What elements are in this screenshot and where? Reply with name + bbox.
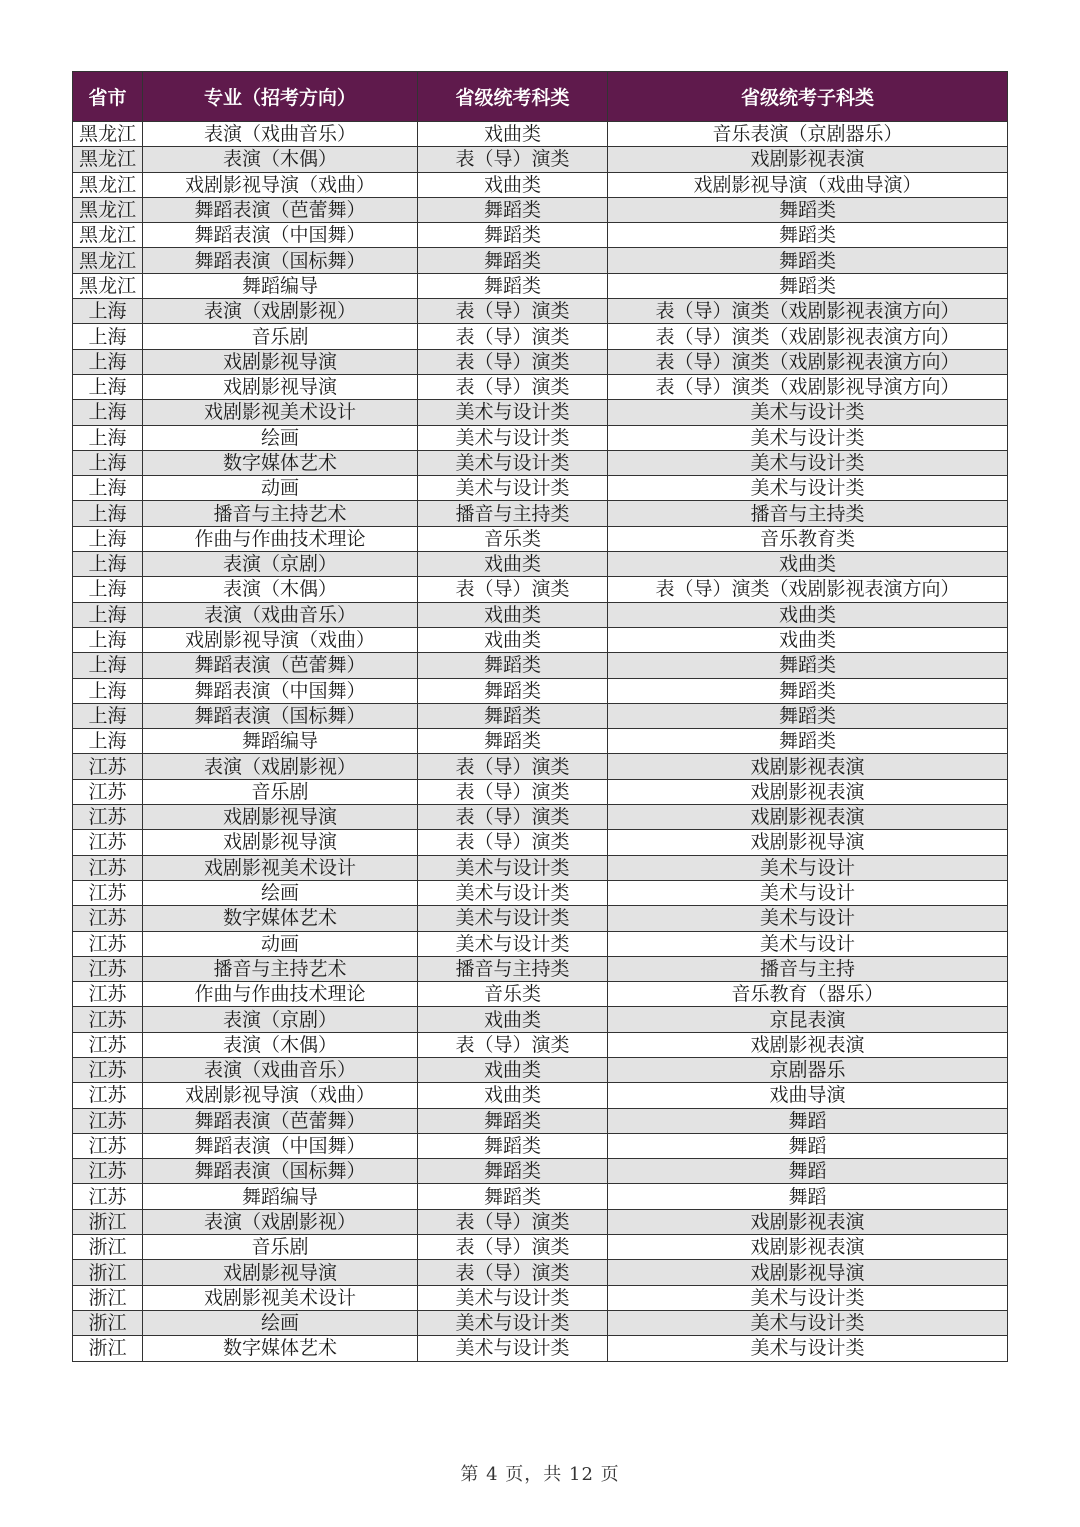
cell-major: 舞蹈表演（国标舞） xyxy=(143,703,418,728)
cell-province: 江苏 xyxy=(73,1133,143,1158)
cell-subcategory: 戏剧影视导演 xyxy=(608,830,1008,855)
cell-category: 音乐类 xyxy=(418,526,608,551)
cell-major: 戏剧影视导演（戏曲） xyxy=(143,172,418,197)
cell-major: 音乐剧 xyxy=(143,324,418,349)
cell-category: 美术与设计类 xyxy=(418,880,608,905)
cell-subcategory: 美术与设计 xyxy=(608,931,1008,956)
table-row xyxy=(73,1310,1008,1335)
header-category: 省级统考科类 xyxy=(418,72,608,122)
cell-major: 作曲与作曲技术理论 xyxy=(143,982,418,1007)
cell-province: 上海 xyxy=(73,729,143,754)
cell-major: 戏剧影视美术设计 xyxy=(143,400,418,425)
cell-category: 舞蹈类 xyxy=(418,197,608,222)
cell-province: 黑龙江 xyxy=(73,273,143,298)
cell-province: 江苏 xyxy=(73,982,143,1007)
cell-province: 江苏 xyxy=(73,805,143,830)
table-row xyxy=(73,476,1008,501)
cell-province: 浙江 xyxy=(73,1336,143,1361)
cell-major: 舞蹈表演（中国舞） xyxy=(143,1133,418,1158)
enrollment-table xyxy=(72,71,1008,1362)
table-row xyxy=(73,299,1008,324)
cell-province: 江苏 xyxy=(73,956,143,981)
table-row xyxy=(73,729,1008,754)
cell-province: 浙江 xyxy=(73,1235,143,1260)
table-row xyxy=(73,1032,1008,1057)
cell-category: 表（导）演类 xyxy=(418,754,608,779)
cell-category: 播音与主持类 xyxy=(418,956,608,981)
table-header xyxy=(73,72,1008,122)
table-row xyxy=(73,982,1008,1007)
cell-major: 表演（京剧） xyxy=(143,552,418,577)
cell-province: 上海 xyxy=(73,678,143,703)
cell-major: 音乐剧 xyxy=(143,1235,418,1260)
cell-province: 浙江 xyxy=(73,1310,143,1335)
cell-category: 舞蹈类 xyxy=(418,273,608,298)
cell-province: 上海 xyxy=(73,425,143,450)
cell-subcategory: 戏剧影视表演 xyxy=(608,1235,1008,1260)
cell-province: 江苏 xyxy=(73,855,143,880)
cell-province: 黑龙江 xyxy=(73,223,143,248)
cell-category: 戏曲类 xyxy=(418,602,608,627)
cell-category: 表（导）演类 xyxy=(418,779,608,804)
cell-province: 黑龙江 xyxy=(73,197,143,222)
cell-major: 绘画 xyxy=(143,425,418,450)
cell-category: 美术与设计类 xyxy=(418,906,608,931)
table-row xyxy=(73,678,1008,703)
cell-province: 上海 xyxy=(73,627,143,652)
cell-province: 江苏 xyxy=(73,1159,143,1184)
cell-category: 音乐类 xyxy=(418,982,608,1007)
cell-major: 作曲与作曲技术理论 xyxy=(143,526,418,551)
cell-subcategory: 音乐教育（器乐） xyxy=(608,982,1008,1007)
cell-subcategory: 戏剧影视导演（戏曲导演） xyxy=(608,172,1008,197)
table-row xyxy=(73,880,1008,905)
cell-province: 上海 xyxy=(73,602,143,627)
cell-subcategory: 舞蹈类 xyxy=(608,223,1008,248)
cell-category: 美术与设计类 xyxy=(418,1336,608,1361)
cell-subcategory: 戏剧影视表演 xyxy=(608,147,1008,172)
cell-major: 音乐剧 xyxy=(143,779,418,804)
cell-major: 动画 xyxy=(143,476,418,501)
cell-province: 江苏 xyxy=(73,830,143,855)
cell-province: 上海 xyxy=(73,703,143,728)
cell-province: 江苏 xyxy=(73,931,143,956)
cell-province: 江苏 xyxy=(73,1083,143,1108)
cell-subcategory: 美术与设计类 xyxy=(608,425,1008,450)
cell-category: 舞蹈类 xyxy=(418,729,608,754)
cell-province: 江苏 xyxy=(73,754,143,779)
cell-category: 舞蹈类 xyxy=(418,1159,608,1184)
cell-major: 数字媒体艺术 xyxy=(143,1336,418,1361)
table-row xyxy=(73,855,1008,880)
cell-subcategory: 戏曲类 xyxy=(608,627,1008,652)
cell-category: 戏曲类 xyxy=(418,627,608,652)
cell-province: 上海 xyxy=(73,349,143,374)
table-row xyxy=(73,248,1008,273)
cell-subcategory: 表（导）演类（戏剧影视导演方向） xyxy=(608,374,1008,399)
cell-major: 播音与主持艺术 xyxy=(143,501,418,526)
cell-subcategory: 舞蹈类 xyxy=(608,678,1008,703)
table-row xyxy=(73,577,1008,602)
cell-category: 戏曲类 xyxy=(418,1007,608,1032)
cell-category: 舞蹈类 xyxy=(418,703,608,728)
table-row xyxy=(73,906,1008,931)
cell-major: 表演（木偶） xyxy=(143,1032,418,1057)
cell-major: 舞蹈表演（芭蕾舞） xyxy=(143,653,418,678)
cell-category: 戏曲类 xyxy=(418,1083,608,1108)
cell-major: 表演（戏曲音乐） xyxy=(143,1057,418,1082)
cell-category: 戏曲类 xyxy=(418,1057,608,1082)
cell-category: 表（导）演类 xyxy=(418,374,608,399)
cell-category: 戏曲类 xyxy=(418,552,608,577)
cell-major: 舞蹈编导 xyxy=(143,729,418,754)
cell-category: 表（导）演类 xyxy=(418,147,608,172)
cell-major: 戏剧影视导演（戏曲） xyxy=(143,627,418,652)
cell-province: 浙江 xyxy=(73,1209,143,1234)
cell-category: 美术与设计类 xyxy=(418,425,608,450)
cell-subcategory: 表（导）演类（戏剧影视表演方向） xyxy=(608,577,1008,602)
cell-subcategory: 舞蹈类 xyxy=(608,197,1008,222)
cell-province: 上海 xyxy=(73,552,143,577)
cell-subcategory: 戏曲类 xyxy=(608,552,1008,577)
cell-subcategory: 戏剧影视表演 xyxy=(608,779,1008,804)
cell-subcategory: 美术与设计类 xyxy=(608,450,1008,475)
cell-subcategory: 音乐教育类 xyxy=(608,526,1008,551)
table-row xyxy=(73,1057,1008,1082)
cell-category: 表（导）演类 xyxy=(418,1032,608,1057)
cell-major: 舞蹈表演（国标舞） xyxy=(143,248,418,273)
cell-province: 浙江 xyxy=(73,1285,143,1310)
cell-category: 美术与设计类 xyxy=(418,450,608,475)
cell-major: 表演（木偶） xyxy=(143,147,418,172)
cell-subcategory: 美术与设计类 xyxy=(608,1285,1008,1310)
table-row xyxy=(73,1209,1008,1234)
table-row xyxy=(73,653,1008,678)
cell-major: 戏剧影视导演 xyxy=(143,374,418,399)
table-row xyxy=(73,349,1008,374)
cell-subcategory: 美术与设计 xyxy=(608,880,1008,905)
cell-province: 黑龙江 xyxy=(73,147,143,172)
cell-subcategory: 京剧器乐 xyxy=(608,1057,1008,1082)
table-row xyxy=(73,602,1008,627)
cell-province: 上海 xyxy=(73,476,143,501)
cell-major: 表演（戏剧影视） xyxy=(143,1209,418,1234)
cell-category: 表（导）演类 xyxy=(418,805,608,830)
table-row xyxy=(73,374,1008,399)
table-row xyxy=(73,223,1008,248)
cell-major: 戏剧影视美术设计 xyxy=(143,1285,418,1310)
table-row xyxy=(73,1108,1008,1133)
cell-major: 戏剧影视导演 xyxy=(143,349,418,374)
header-province: 省市 xyxy=(73,72,143,122)
cell-major: 戏剧影视导演 xyxy=(143,1260,418,1285)
cell-major: 表演（木偶） xyxy=(143,577,418,602)
table-row xyxy=(73,627,1008,652)
cell-major: 戏剧影视导演 xyxy=(143,805,418,830)
cell-province: 江苏 xyxy=(73,906,143,931)
cell-subcategory: 播音与主持 xyxy=(608,956,1008,981)
cell-category: 表（导）演类 xyxy=(418,1260,608,1285)
cell-major: 表演（戏剧影视） xyxy=(143,299,418,324)
cell-subcategory: 音乐表演（京剧器乐） xyxy=(608,122,1008,147)
cell-subcategory: 美术与设计 xyxy=(608,855,1008,880)
cell-category: 舞蹈类 xyxy=(418,1184,608,1209)
cell-major: 舞蹈表演（芭蕾舞） xyxy=(143,197,418,222)
table-row xyxy=(73,1184,1008,1209)
cell-province: 上海 xyxy=(73,501,143,526)
cell-province: 江苏 xyxy=(73,880,143,905)
cell-subcategory: 美术与设计类 xyxy=(608,1336,1008,1361)
table-row xyxy=(73,197,1008,222)
cell-major: 舞蹈表演（中国舞） xyxy=(143,223,418,248)
cell-province: 浙江 xyxy=(73,1260,143,1285)
cell-subcategory: 舞蹈类 xyxy=(608,703,1008,728)
table-row xyxy=(73,400,1008,425)
cell-major: 舞蹈编导 xyxy=(143,273,418,298)
cell-major: 播音与主持艺术 xyxy=(143,956,418,981)
table-row xyxy=(73,450,1008,475)
cell-province: 上海 xyxy=(73,653,143,678)
table-row xyxy=(73,1285,1008,1310)
cell-major: 戏剧影视美术设计 xyxy=(143,855,418,880)
cell-major: 戏剧影视导演 xyxy=(143,830,418,855)
cell-category: 舞蹈类 xyxy=(418,678,608,703)
cell-province: 上海 xyxy=(73,299,143,324)
cell-subcategory: 表（导）演类（戏剧影视表演方向） xyxy=(608,299,1008,324)
cell-major: 戏剧影视导演（戏曲） xyxy=(143,1083,418,1108)
cell-category: 舞蹈类 xyxy=(418,1133,608,1158)
table-row xyxy=(73,1007,1008,1032)
cell-major: 舞蹈表演（芭蕾舞） xyxy=(143,1108,418,1133)
cell-subcategory: 舞蹈 xyxy=(608,1108,1008,1133)
table-row xyxy=(73,1159,1008,1184)
cell-subcategory: 美术与设计类 xyxy=(608,1310,1008,1335)
cell-province: 江苏 xyxy=(73,1108,143,1133)
cell-category: 美术与设计类 xyxy=(418,476,608,501)
table-row xyxy=(73,273,1008,298)
cell-major: 绘画 xyxy=(143,1310,418,1335)
cell-category: 戏曲类 xyxy=(418,122,608,147)
header-major: 专业（招考方向） xyxy=(143,72,418,122)
cell-major: 表演（京剧） xyxy=(143,1007,418,1032)
table-row xyxy=(73,956,1008,981)
cell-subcategory: 戏剧影视表演 xyxy=(608,1209,1008,1234)
cell-major: 表演（戏曲音乐） xyxy=(143,122,418,147)
cell-major: 舞蹈编导 xyxy=(143,1184,418,1209)
cell-category: 表（导）演类 xyxy=(418,577,608,602)
cell-subcategory: 美术与设计 xyxy=(608,906,1008,931)
cell-subcategory: 美术与设计类 xyxy=(608,400,1008,425)
page-number: 第 4 页，共 12 页 xyxy=(460,1464,620,1485)
cell-category: 播音与主持类 xyxy=(418,501,608,526)
table-row xyxy=(73,931,1008,956)
cell-category: 舞蹈类 xyxy=(418,223,608,248)
cell-province: 上海 xyxy=(73,450,143,475)
cell-category: 美术与设计类 xyxy=(418,931,608,956)
table-row xyxy=(73,526,1008,551)
cell-subcategory: 表（导）演类（戏剧影视表演方向） xyxy=(608,349,1008,374)
cell-major: 绘画 xyxy=(143,880,418,905)
table-row xyxy=(73,425,1008,450)
table-row xyxy=(73,805,1008,830)
table-row xyxy=(73,122,1008,147)
cell-category: 美术与设计类 xyxy=(418,855,608,880)
table-row xyxy=(73,324,1008,349)
cell-province: 上海 xyxy=(73,374,143,399)
cell-category: 美术与设计类 xyxy=(418,1310,608,1335)
cell-category: 表（导）演类 xyxy=(418,1235,608,1260)
cell-province: 江苏 xyxy=(73,779,143,804)
table-row xyxy=(73,703,1008,728)
cell-province: 江苏 xyxy=(73,1032,143,1057)
cell-category: 舞蹈类 xyxy=(418,653,608,678)
table-row xyxy=(73,779,1008,804)
header-row xyxy=(73,72,1008,122)
cell-category: 表（导）演类 xyxy=(418,1209,608,1234)
cell-category: 舞蹈类 xyxy=(418,248,608,273)
cell-subcategory: 戏剧影视表演 xyxy=(608,805,1008,830)
cell-province: 江苏 xyxy=(73,1184,143,1209)
cell-major: 表演（戏剧影视） xyxy=(143,754,418,779)
cell-province: 黑龙江 xyxy=(73,172,143,197)
cell-subcategory: 戏剧影视表演 xyxy=(608,1032,1008,1057)
cell-subcategory: 美术与设计类 xyxy=(608,476,1008,501)
cell-province: 上海 xyxy=(73,526,143,551)
cell-province: 江苏 xyxy=(73,1007,143,1032)
cell-major: 数字媒体艺术 xyxy=(143,450,418,475)
cell-subcategory: 舞蹈 xyxy=(608,1159,1008,1184)
cell-subcategory: 舞蹈类 xyxy=(608,653,1008,678)
table-row xyxy=(73,830,1008,855)
cell-subcategory: 舞蹈类 xyxy=(608,248,1008,273)
cell-subcategory: 戏曲导演 xyxy=(608,1083,1008,1108)
cell-category: 表（导）演类 xyxy=(418,324,608,349)
table-row xyxy=(73,754,1008,779)
cell-province: 上海 xyxy=(73,324,143,349)
cell-category: 表（导）演类 xyxy=(418,299,608,324)
cell-category: 戏曲类 xyxy=(418,172,608,197)
header-subcategory: 省级统考子科类 xyxy=(608,72,1008,122)
table-row xyxy=(73,1336,1008,1361)
cell-category: 美术与设计类 xyxy=(418,1285,608,1310)
cell-category: 美术与设计类 xyxy=(418,400,608,425)
table-row xyxy=(73,1133,1008,1158)
cell-major: 舞蹈表演（中国舞） xyxy=(143,678,418,703)
table-row xyxy=(73,1260,1008,1285)
cell-subcategory: 戏剧影视导演 xyxy=(608,1260,1008,1285)
table-row xyxy=(73,552,1008,577)
cell-province: 黑龙江 xyxy=(73,248,143,273)
table-row xyxy=(73,172,1008,197)
table-body xyxy=(73,122,1008,1362)
cell-major: 动画 xyxy=(143,931,418,956)
cell-province: 上海 xyxy=(73,400,143,425)
table-row xyxy=(73,1235,1008,1260)
cell-province: 江苏 xyxy=(73,1057,143,1082)
cell-subcategory: 播音与主持类 xyxy=(608,501,1008,526)
cell-subcategory: 表（导）演类（戏剧影视表演方向） xyxy=(608,324,1008,349)
cell-subcategory: 舞蹈 xyxy=(608,1184,1008,1209)
cell-category: 舞蹈类 xyxy=(418,1108,608,1133)
cell-subcategory: 舞蹈类 xyxy=(608,729,1008,754)
cell-subcategory: 戏剧影视表演 xyxy=(608,754,1008,779)
cell-subcategory: 京昆表演 xyxy=(608,1007,1008,1032)
table-row xyxy=(73,501,1008,526)
table-row xyxy=(73,1083,1008,1108)
cell-major: 舞蹈表演（国标舞） xyxy=(143,1159,418,1184)
cell-category: 表（导）演类 xyxy=(418,349,608,374)
cell-province: 上海 xyxy=(73,577,143,602)
cell-subcategory: 舞蹈 xyxy=(608,1133,1008,1158)
cell-subcategory: 舞蹈类 xyxy=(608,273,1008,298)
cell-major: 数字媒体艺术 xyxy=(143,906,418,931)
cell-subcategory: 戏曲类 xyxy=(608,602,1008,627)
cell-province: 黑龙江 xyxy=(73,122,143,147)
cell-category: 表（导）演类 xyxy=(418,830,608,855)
table-row xyxy=(73,147,1008,172)
cell-major: 表演（戏曲音乐） xyxy=(143,602,418,627)
